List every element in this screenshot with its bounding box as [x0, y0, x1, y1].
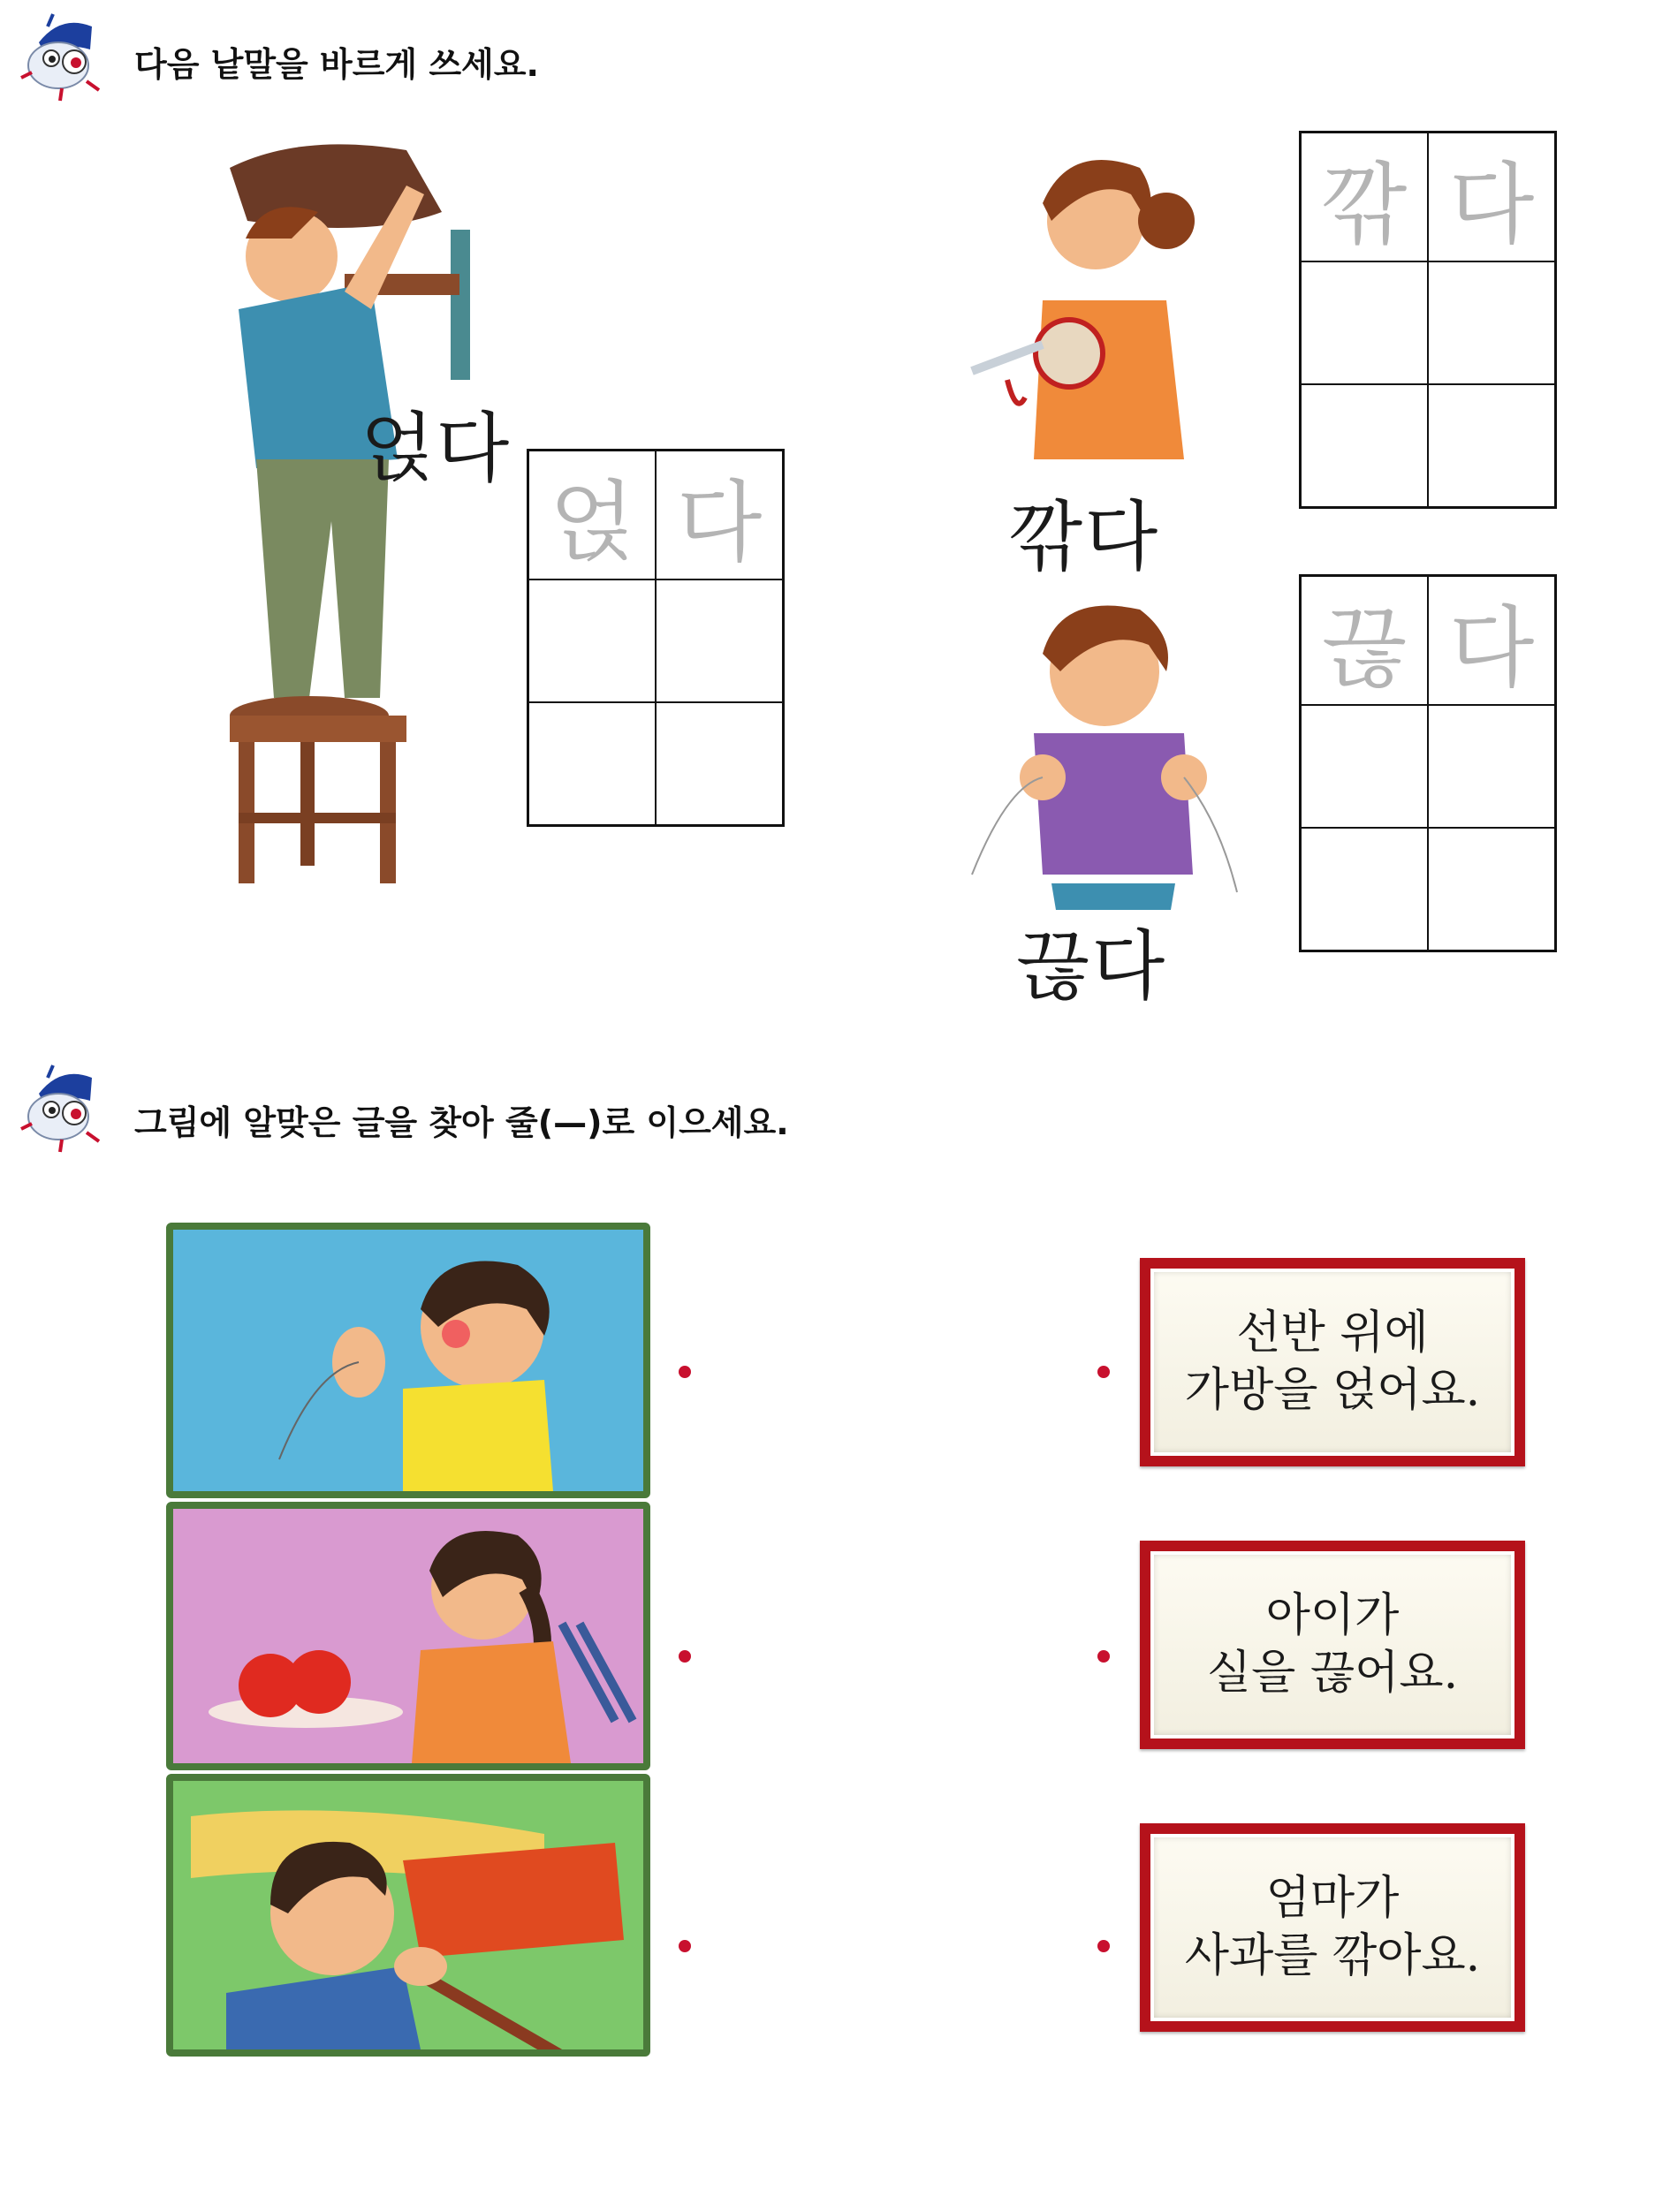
left-dot-1[interactable]: [679, 1366, 691, 1378]
boy-breaking-thread-illustration: [937, 557, 1281, 910]
sentence-card-inner: [1150, 1551, 1514, 1739]
picture-panel-apple: [166, 1502, 650, 1770]
left-dot-3[interactable]: [679, 1940, 691, 1952]
guide-char: 다: [1428, 133, 1555, 261]
picture-panel-thread: [166, 1223, 650, 1498]
writing-cell[interactable]: [1428, 384, 1555, 507]
sentence-card-inner: [1150, 1834, 1514, 2021]
guide-char: 끊: [1301, 576, 1428, 705]
guide-char: 얹: [528, 451, 656, 580]
guide-char: 다: [1428, 576, 1555, 705]
writing-cell[interactable]: [528, 702, 656, 825]
writing-grid-eonda: [527, 449, 785, 827]
writing-cell[interactable]: [656, 580, 783, 702]
guide-char: 다: [656, 451, 783, 580]
guide-char: 깎: [1301, 133, 1428, 261]
sentence-line: 사과를 깎아요.: [1184, 1929, 1481, 1982]
sentence-card-1: [1140, 1258, 1525, 1466]
left-dot-2[interactable]: [679, 1650, 691, 1663]
sentence-line: 선반 위에: [1236, 1307, 1429, 1360]
word-label-kkakda: 깎다: [1009, 493, 1160, 581]
boy-on-stool-illustration: [141, 133, 512, 892]
sentence-card-inner: [1150, 1269, 1514, 1456]
right-dot-2[interactable]: [1097, 1650, 1110, 1663]
mascot-icon: [12, 1058, 110, 1155]
picture-panel-bag: [166, 1774, 650, 2057]
writing-cell[interactable]: [1301, 705, 1428, 828]
writing-cell[interactable]: [1428, 261, 1555, 384]
sentence-line: 엄마가: [1265, 1872, 1400, 1925]
writing-cell[interactable]: [1301, 261, 1428, 384]
right-dot-1[interactable]: [1097, 1366, 1110, 1378]
sentence-line: 실을 끊어요.: [1206, 1647, 1459, 1700]
writing-cell[interactable]: [1428, 828, 1555, 951]
writing-cell[interactable]: [656, 702, 783, 825]
right-dot-3[interactable]: [1097, 1940, 1110, 1952]
writing-grid-kkakda: [1299, 131, 1557, 509]
instruction-1: 다음 낱말을 바르게 쓰세요.: [134, 45, 539, 84]
writing-cell[interactable]: [528, 580, 656, 702]
writing-cell[interactable]: [1301, 384, 1428, 507]
writing-cell[interactable]: [1428, 705, 1555, 828]
writing-cell[interactable]: [1301, 828, 1428, 951]
word-label-eonda: 얹다: [361, 405, 512, 493]
word-label-kkeunta: 끊다: [1016, 922, 1167, 1011]
writing-grid-kkeunta: [1299, 574, 1557, 952]
sentence-line: 가방을 얹어요.: [1184, 1364, 1481, 1417]
mascot-icon: [12, 7, 110, 104]
sentence-card-3: [1140, 1823, 1525, 2032]
woman-peeling-apple-illustration: [919, 124, 1237, 477]
sentence-line: 아이가: [1265, 1589, 1400, 1642]
instruction-2: 그림에 알맞은 글을 찾아 줄(—)로 이으세요.: [134, 1103, 789, 1142]
sentence-card-2: [1140, 1541, 1525, 1749]
